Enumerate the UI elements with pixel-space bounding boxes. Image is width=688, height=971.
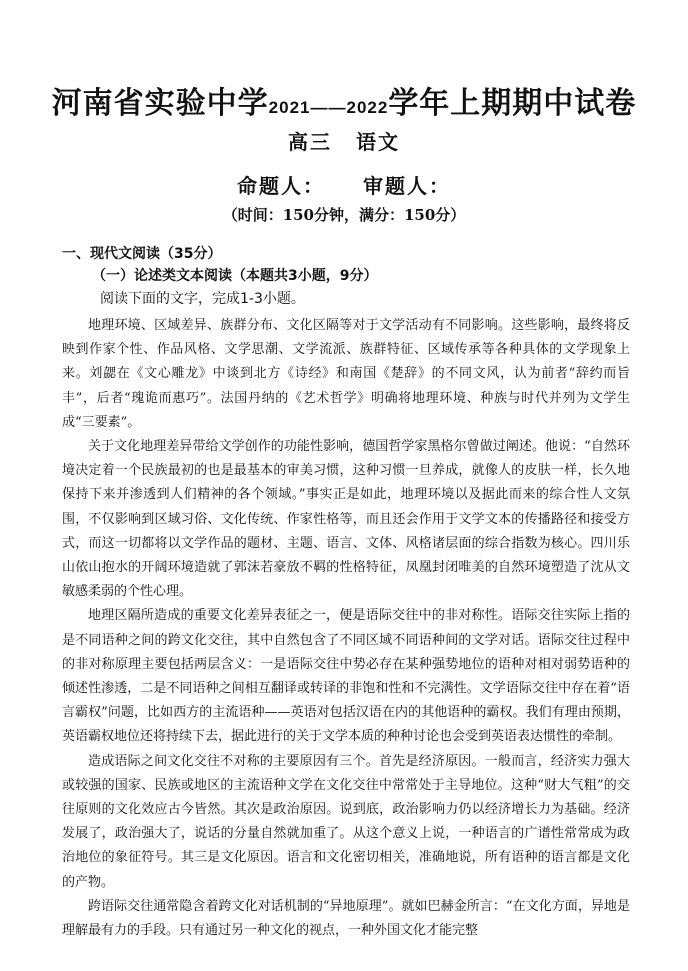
reading-instruction: 阅读下面的文字，完成1-3小题。 (100, 291, 305, 307)
passage-paragraph: 关于文化地理差异带给文学创作的功能性影响，德国哲学家黑格尔曾做过阐述。他说：“自然环境决定着一个民族最初的也是最基本的审美习惯，这种习惯一旦养成，就像人的皮肤一样，长久地保持下来并渗透到人们精神的各个领域。”事实正是如此，地理环境以及据此而来的综合性人文氛围，不仅影响到区域习俗、文化传统、作家性格等，而且还会作用于文学文本的传播路径和接受方式，而这一切都将以文学作品的题材、主题、语言、文体、风格诸层面的综合指数为核心。四川乐山依山抱水的开阔环境造就了郭沫若豪放不羁的性格特征，凤凰封闭唯美的自然环境塑造了沈从文敏感柔弱的个性心理。 (62, 439, 630, 600)
author-line (0, 170, 688, 199)
grade-label: 高三 (288, 130, 332, 154)
title-suffix: 学年上期期中试卷 (388, 86, 637, 121)
passage-paragraph: 跨语际交往通常隐含着跨文化对话机制的“异地原理”。就如巴赫金所言：“在文化方面，异地是理解最有力的手段。只有通过另一种文化的视点，一种外国文化才能完整 (62, 898, 630, 939)
time-info: （时间：150分钟，满分：150分） (222, 206, 466, 224)
section-heading: 一、现代文阅读（35分） (62, 246, 222, 262)
passage-paragraph: 造成语际之间文化交往不对称的主要原因有三个。首先是经济原因。一般而言，经济实力强大或较强的国家、民族或地区的主流语种文学在文化交往中常常处于主导地位。这种“财大气粗”的交往原则的文化效应古今皆然。其次是政治原因。说到底，政治影响力仍以经济增长力为基础。经济发展了，政治强大了，说话的分量自然就加重了。从这个意义上说，一种语言的广谱性常常成为政治地位的象征符号。其三是文化原因。语言和文化密切相关，准确地说，所有语种的语言都是文化的产物。 (62, 753, 630, 890)
reading-passage (62, 314, 630, 943)
passage-paragraph: 地理区隔所造成的重要文化差异表征之一，便是语际交往中的非对称性。语际交往实际上指的是不同语种之间的跨文化交往，其中自然包含了不同区域不同语种间的文学对话。语际交往过程中的非对称原理主要包括两层含义：一是语际交往中势必存在某种强势地位的语种对相对弱势语种的倾述性渗透，二是不同语种之间相互翻译或转译的非饱和性和不完满性。文学语际交往中存在着“语言霸权”问题，比如西方的主流语种——英语对包括汉语在内的其他语种的霸权。我们有理由预期，英语霸权地位还将持续下去，据此进行的关于文学本质的种种讨论也会受到英语表达惯性的牵制。 (62, 608, 630, 745)
grade-subject (0, 126, 688, 155)
title-years: 2021——2022 (268, 98, 389, 117)
subsection-heading: （一）论述类文本阅读（本题共3小题，9分） (92, 268, 378, 284)
setter-label: 命题人： (237, 174, 325, 198)
reviewer-label: 审题人： (363, 174, 451, 198)
title-prefix: 河南省实验中学 (51, 86, 269, 121)
subject-label: 语文 (356, 130, 400, 154)
exam-title (0, 78, 688, 122)
passage-paragraph: 地理环境、区域差异、族群分布、文化区隔等对于文学活动有不同影响。这些影响，最终将反映到作家个性、作品风格、文学思潮、文学流派、族群特征、区域传承等各种具体的文学现象上来。刘勰在《文心雕龙》中谈到北方《诗经》和南国《楚辞》的不同文风，认为前者“辞约而旨丰”，后者“瑰诡而惠巧”。法国丹纳的《艺术哲学》明确将地理环境、种族与时代并列为文学生成“三要素”。 (62, 318, 630, 430)
